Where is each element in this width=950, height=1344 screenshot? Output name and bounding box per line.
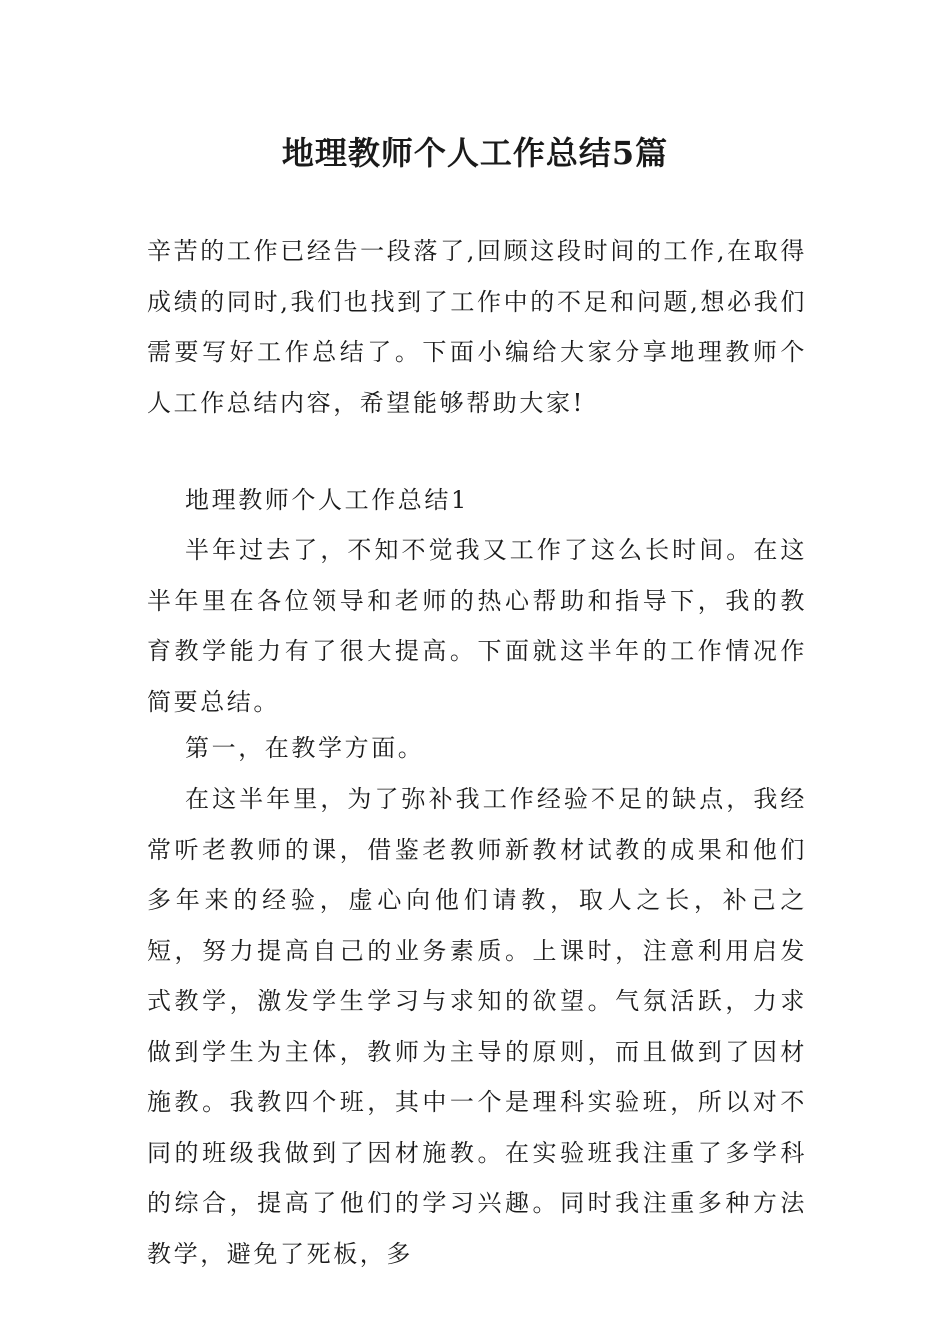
document-title: 地理教师个人工作总结5篇 [281, 134, 669, 172]
section-heading: 地理教师个人工作总结1 [185, 486, 469, 514]
intro-paragraph: 辛苦的工作已经告一段落了,回顾这段时间的工作,在取得成绩的同时,我们也找到了工作中的不足和问题,想必我们需要写好工作总结了。下面小编给大家分享地理教师个人工作总结内容，希望能够帮助大家! [147, 237, 807, 417]
body-paragraph: 半年过去了，不知不觉我又工作了这么长时间。在这半年里在各位领导和老师的热心帮助和指导下，我的教育教学能力有了很大提高。下面就这半年的工作情况作简要总结。 [147, 536, 807, 716]
body-paragraph: 在这半年里，为了弥补我工作经验不足的缺点，我经常听老教师的课，借鉴老教师新教材试教的成果和他们多年来的经验，虚心向他们请教，取人之长，补己之短，努力提高自己的业务素质。上课时，注意利用启发式教学，激发学生学习与求知的欲望。气氛活跃，力求做到学生为主体，教师为主导的原则，而且做到了因材施教。我教四个班，其中一个是理科实验班，所以对不同的班级我做到了因材施教。在实验班我注重了多学科的综合，提高了他们的学习兴趣。同时我注重多种方法教学，避免了死板，多 [147, 785, 807, 1268]
subheading-paragraph: 第一，在教学方面。 [185, 734, 425, 762]
